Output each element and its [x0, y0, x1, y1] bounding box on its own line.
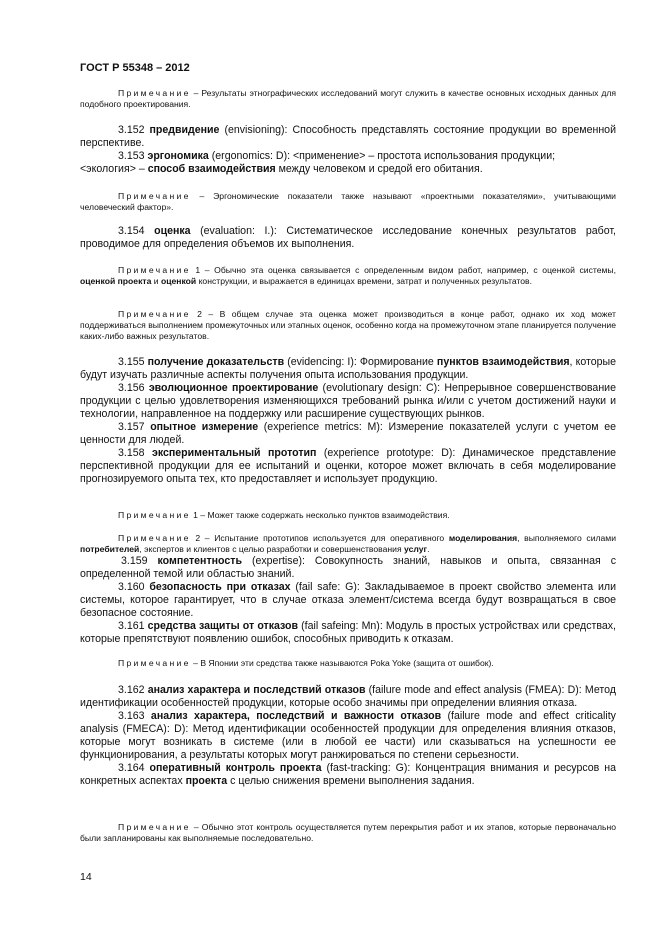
term-entry: 3.155 получение доказательств (evidencing: I): Формирование пунктов взаимодействия, которые будут изучать различные аспекты получения опыта использования продукции. 3.156 эволюционное проектирование (evolutionary design: C): Непрерывное совершенствование продукции с целью удовлетворения изменяющихся требований рынка и/или с учетом достижений науки и технологии, направленное на поддержку или расширение существующих рынков. 3.157 опытное измерение (experience metrics: M): Измерение показателей услуги с учетом ее ценности для людей. 3.158 экспериментальный прототип (experience prototype: D): Динамическое представление перспективной продукции для ее испытаний и оценки, которое может включать в себя моделирование прогнозируемого опыта тех, кто предоставляет и использует продукцию. [80, 356, 617, 485]
note: Примечание – Результаты этнографических исследований могут служить в качестве основных исходных данных для подобного проектирования. [80, 88, 616, 109]
term-entry: 3.152 предвидение (envisioning): Способность представлять состояние продукции во временной перспективе. 3.153 эргономика (ergonomics: D): <применение> – простота использования продукции; <экология> – способ взаимодействия между человеком и средой его обитания. [80, 124, 616, 175]
note: Примечание – Эргономические показатели также называют «проектными показателями», учитывающими человеческий фактор». [80, 191, 616, 212]
note: Примечание 2 – Испытание прототипов используется для оперативного моделирования, выполняемого силами потребителей, экспертов и клиентов с целью разработки и совершенствования услуг. [80, 533, 616, 554]
note: Примечание – В Японии эти средства также называются Poka Yoke (защита от ошибок). [118, 658, 494, 668]
term-entry: 3.159 компетентность (expertise): Совокупность знаний, навыков и опыта, связанная с определенной темой или областью знаний. 3.160 безопасность при отказах (fail safe: G): Закладываемое в проект свойство элемента или системы, которое гарантирует, что в случае отказа элемент/система всегда будут возвращаться в свое безопасное состояние. 3.161 средства защиты от отказов (fail safeing: Mn): Модуль в простых устройствах или средствах, которые препятствуют появлению ошибок, способных приводить к отказам. [80, 555, 616, 645]
page-number: 14 [80, 871, 92, 883]
term-entry: 3.154 оценка (evaluation: I.): Систематическое исследование конечных результатов работ, проводимое для определения объемов их выполнения. [80, 225, 616, 250]
note: Примечание 2 – В общем случае эта оценка может производиться в конце работ, однако их ход может поддерживаться выполнением промежуточных или этапных оценок, особенно когда на промежуточном этапе планируется получение каких-либо важных результатов. [80, 309, 617, 341]
note: Примечание 1 – Обычно эта оценка связывается с определенным видом работ, например, с оценкой системы, оценкой проекта и оценкой конструкции, и выражается в единицах времени, затрат и полученных результатов. [80, 265, 616, 286]
term-entry: 3.162 анализ характера и последствий отказов (failure mode and effect analysis (FMEA): D): Метод идентификации особенностей продукции, которые особо значимы при определении влияния отказа. 3.163 анализ характера, последствий и важности отказов (failure mode and effect criticality analysis (FMECA): D): Метод идентификации особенностей продукции для определения влияния отказов, которые могут возникать в системе (или в любой ее части) или сказываться на успешности ее функционирования, а результаты которых могут ранжироваться по степени серьезности. 3.164 оперативный контроль проекта (fast-tracking: G): Концентрация внимания и ресурсов на конкретных аспектах проекта с целью снижения времени выполнения задания. [80, 684, 616, 787]
note: Примечание – Обычно этот контроль осуществляется путем перекрытия работ и их этапов, которые первоначально были запланированы как выполняемые последовательно. [80, 822, 616, 843]
standard-header: ГОСТ Р 55348 – 2012 [80, 62, 190, 74]
note: Примечание 1 – Может также содержать несколько пунктов взаимодействия. [118, 510, 450, 520]
